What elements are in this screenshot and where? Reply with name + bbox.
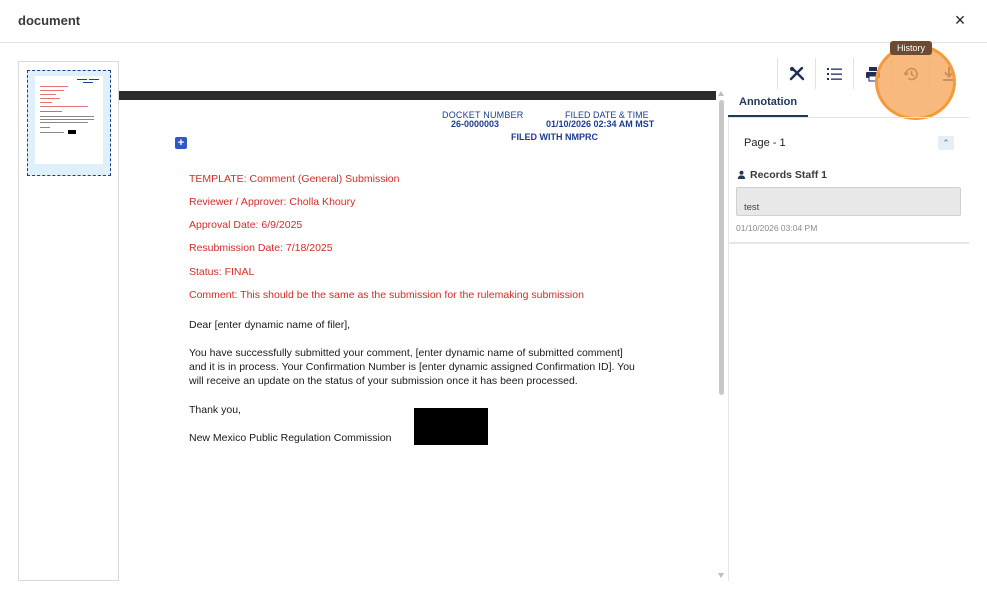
panel-border [728, 118, 729, 581]
tools-icon [789, 66, 805, 82]
annotation-page-group[interactable] [728, 130, 969, 154]
annotation-divider [728, 242, 969, 244]
title-bar [0, 0, 987, 43]
reviewer-line: Reviewer / Approver: Cholla Khoury [189, 196, 356, 208]
window-title: document [18, 13, 81, 28]
filed-date-label: FILED DATE & TIME [565, 110, 649, 120]
annotation-comment-field[interactable] [736, 187, 961, 216]
list-button[interactable] [815, 58, 853, 89]
tools-button[interactable] [777, 58, 815, 89]
comment-line: Comment: This should be the same as the submission for the rulemaking submission [189, 289, 584, 301]
redaction-block [414, 408, 488, 445]
tab-annotation[interactable]: Annotation [728, 90, 808, 117]
resubmission-date-line: Resubmission Date: 7/18/2025 [189, 242, 333, 254]
status-line: Status: FINAL [189, 266, 255, 278]
chevron-up-icon[interactable]: ⌃ [938, 136, 954, 150]
history-tooltip: History [890, 41, 932, 55]
annotation-author [737, 169, 827, 181]
page-header-bar [119, 91, 716, 100]
approval-date-line: Approval Date: 6/9/2025 [189, 219, 303, 231]
thumbnail-panel [18, 61, 119, 581]
scroll-up-icon[interactable] [718, 91, 724, 96]
page-thumbnail[interactable] [27, 70, 111, 176]
filed-date-value: 01/10/2026 02:34 AM MST [546, 119, 655, 129]
body-line-2: and it is in process. Your Confirmation Number is [enter dynamic assigned Confirmation ID]. You [189, 361, 635, 373]
annotation-author-name: Records Staff 1 [750, 169, 828, 181]
filed-with-label: FILED WITH NMPRC [511, 132, 598, 142]
tab-divider [728, 117, 969, 118]
annotation-comment-text: test [744, 202, 760, 213]
add-annotation-icon[interactable]: + [175, 137, 187, 149]
scroll-thumb[interactable] [719, 100, 724, 395]
annotation-timestamp: 01/10/2026 03:04 PM [736, 223, 818, 233]
greeting: Dear [enter dynamic name of filer], [189, 319, 351, 331]
document-viewer[interactable] [119, 90, 727, 581]
close-button[interactable]: × [954, 10, 966, 30]
body-line-1: You have successfully submitted your comment, [enter dynamic name of submitted comment] [189, 347, 623, 359]
list-icon [827, 67, 843, 81]
signature: New Mexico Public Regulation Commission [189, 432, 392, 444]
docket-number-value: 26-0000003 [451, 119, 500, 129]
page-group-label: Page - 1 [744, 137, 786, 149]
scroll-down-icon[interactable] [718, 573, 724, 578]
body-line-3: will receive an update on the status of your submission once it has been processed. [189, 375, 578, 387]
closing: Thank you, [189, 404, 241, 416]
thumbnail-page-preview [35, 76, 103, 164]
viewer-scrollbar[interactable] [716, 90, 727, 581]
user-icon [737, 170, 746, 179]
docket-number-label: DOCKET NUMBER [442, 110, 524, 120]
template-line: TEMPLATE: Comment (General) Submission [189, 173, 400, 185]
annotation-panel [728, 90, 969, 581]
